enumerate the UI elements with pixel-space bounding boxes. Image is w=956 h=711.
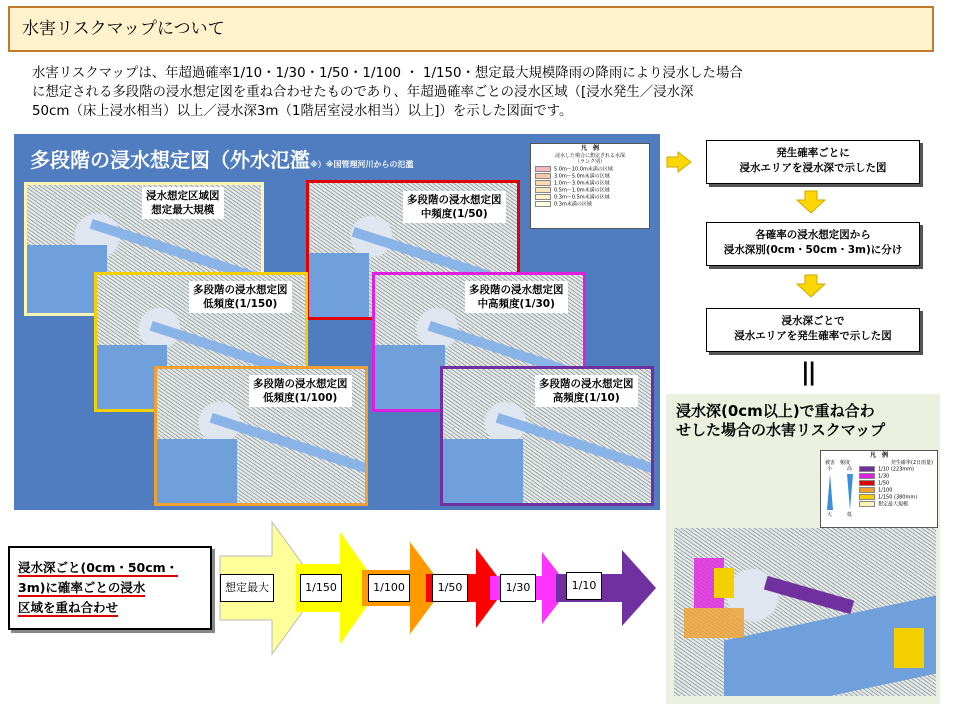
map-label: 多段階の浸水想定図 高頻度(1/10) xyxy=(535,375,638,407)
legend-row xyxy=(535,187,645,194)
label-low: 低 xyxy=(847,512,853,518)
flow-step-3: 浸水深ごとで 浸水エリアを発生確率で示した図 xyxy=(706,308,920,352)
intro-line: 水害リスクマップは、年超過確率1/10・1/30・1/50・1/100 ・ 1/150・想定最大規模降雨の降雨により浸水した場合 xyxy=(32,66,743,81)
risk-legend-title: 凡 例 xyxy=(869,452,888,459)
legend-swatch xyxy=(535,201,551,207)
legend-row xyxy=(535,194,645,201)
intro-line: に想定される多段階の浸水想定図を重ね合わせたものであり、年超過確率ごとの浸水区域（[浸水発生／浸水深 xyxy=(32,85,694,100)
legend-label: 5.0m～10.0m未満の区域 xyxy=(554,166,613,172)
callout-line: 区域を重ね合わせ xyxy=(18,600,119,615)
panel-title-text: 多段階の浸水想定図（外水氾濫 xyxy=(30,148,310,172)
risk-legend-label: 1/10 (223mm) xyxy=(878,466,915,473)
page-title: 水害リスクマップについて xyxy=(8,6,934,52)
down-arrow-icon xyxy=(796,190,826,214)
risk-map xyxy=(674,528,936,696)
chevron-label-1-50: 1/50 xyxy=(432,574,468,602)
legend-swatch xyxy=(535,180,551,186)
chevron-label-1-30: 1/30 xyxy=(500,574,536,602)
legend-row xyxy=(535,201,645,208)
map-label: 浸水想定区域図 想定最大規模 xyxy=(142,187,224,219)
risk-legend-row xyxy=(859,494,933,501)
map-1-10 xyxy=(440,366,654,506)
legend-row xyxy=(535,166,645,173)
chevron-label-max: 想定最大 xyxy=(220,574,274,602)
risk-legend xyxy=(820,450,938,528)
map-1-100 xyxy=(154,366,368,506)
risk-legend-swatch xyxy=(859,466,875,472)
chevron-label-1-100: 1/100 xyxy=(368,574,410,602)
flow-step-1: 発生確率ごとに 浸水エリアを浸水深で示した図 xyxy=(706,140,920,184)
risk-legend-row xyxy=(859,501,933,508)
right-arrow-icon xyxy=(666,151,692,173)
risk-legend-swatch xyxy=(859,480,875,486)
legend-rank: （ランク別） xyxy=(575,159,605,165)
risk-legend-row xyxy=(859,487,933,494)
callout-line: 浸水深ごと(0cm・50cm・ xyxy=(18,560,179,575)
flow-step-2: 各確率の浸水想定図から 浸水深別(0cm・50cm・3m)に分け xyxy=(706,222,920,266)
legend-swatch xyxy=(535,187,551,193)
map-label: 多段階の浸水想定図 中頻度(1/50) xyxy=(403,191,506,223)
overlay-callout xyxy=(8,546,212,630)
risk-legend-swatch xyxy=(859,494,875,500)
chevron-label-1-10: 1/10 xyxy=(566,572,602,600)
legend-label: 0.3m未満の区域 xyxy=(554,201,592,207)
label-large: 大 xyxy=(827,512,833,518)
chevron-label-1-150: 1/150 xyxy=(300,574,342,602)
legend-items xyxy=(535,166,645,208)
depth-legend xyxy=(530,143,650,229)
risk-legend-swatch xyxy=(859,501,875,507)
legend-row xyxy=(535,173,645,180)
legend-label: 0.5m～1.0m未満の区域 xyxy=(554,187,610,193)
down-arrow-icon xyxy=(796,274,826,298)
risk-legend-label: 1/50 xyxy=(878,480,890,487)
risk-legend-row xyxy=(859,480,933,487)
risk-legend-row xyxy=(859,466,933,473)
risk-legend-col2: 発生確率(2日雨量) xyxy=(890,459,933,466)
risk-legend-row xyxy=(859,473,933,480)
map-label: 多段階の浸水想定図 低頻度(1/150) xyxy=(189,281,292,313)
panel-title xyxy=(30,144,414,173)
panel-title-note: ※国管理河川からの氾濫 xyxy=(325,160,414,169)
label-small: 小 xyxy=(827,466,833,472)
legend-label: 3.0m～5.0m未満の区域 xyxy=(554,173,610,179)
legend-row xyxy=(535,180,645,187)
risk-legend-label: 1/150 (380mm) xyxy=(878,494,918,501)
intro-line: 50cm（床上浸水相当）以上／浸水深3m（1階居室浸水相当）以上]）を示した図面です。 xyxy=(32,104,573,119)
intro-paragraph xyxy=(32,64,932,121)
risk-legend-label: 想定最大規模 xyxy=(878,501,909,508)
callout-line: 3m)に確率ごとの浸水 xyxy=(18,580,146,595)
risk-legend-items xyxy=(859,466,933,520)
legend-label: 1.0m～3.0m未満の区域 xyxy=(554,180,610,186)
legend-subtitle: 浸水した場合に想定される水深 xyxy=(554,152,625,159)
risk-legend-label: 1/100 xyxy=(878,487,893,494)
risk-legend-swatch xyxy=(859,487,875,493)
map-label: 多段階の浸水想定図 低頻度(1/100) xyxy=(249,375,352,407)
risk-legend-col1: 被害 頻度 xyxy=(825,459,851,466)
equals-sign: || xyxy=(801,358,815,386)
risk-legend-label: 1/30 xyxy=(878,473,890,480)
map-label: 多段階の浸水想定図 中高頻度(1/30) xyxy=(465,281,568,313)
legend-swatch xyxy=(535,166,551,172)
result-title: 浸水深(0cm以上)で重ね合わ せした場合の水害リスクマップ xyxy=(676,402,886,439)
risk-legend-swatch xyxy=(859,473,875,479)
legend-swatch xyxy=(535,194,551,200)
legend-title: 凡 例 xyxy=(580,145,599,152)
legend-swatch xyxy=(535,173,551,179)
panel-title-note-mark: ※） xyxy=(310,160,326,169)
label-high: 高 xyxy=(847,466,853,472)
legend-label: 0.3m～0.5m未満の区域 xyxy=(554,194,610,200)
triangle-icons xyxy=(825,474,859,512)
